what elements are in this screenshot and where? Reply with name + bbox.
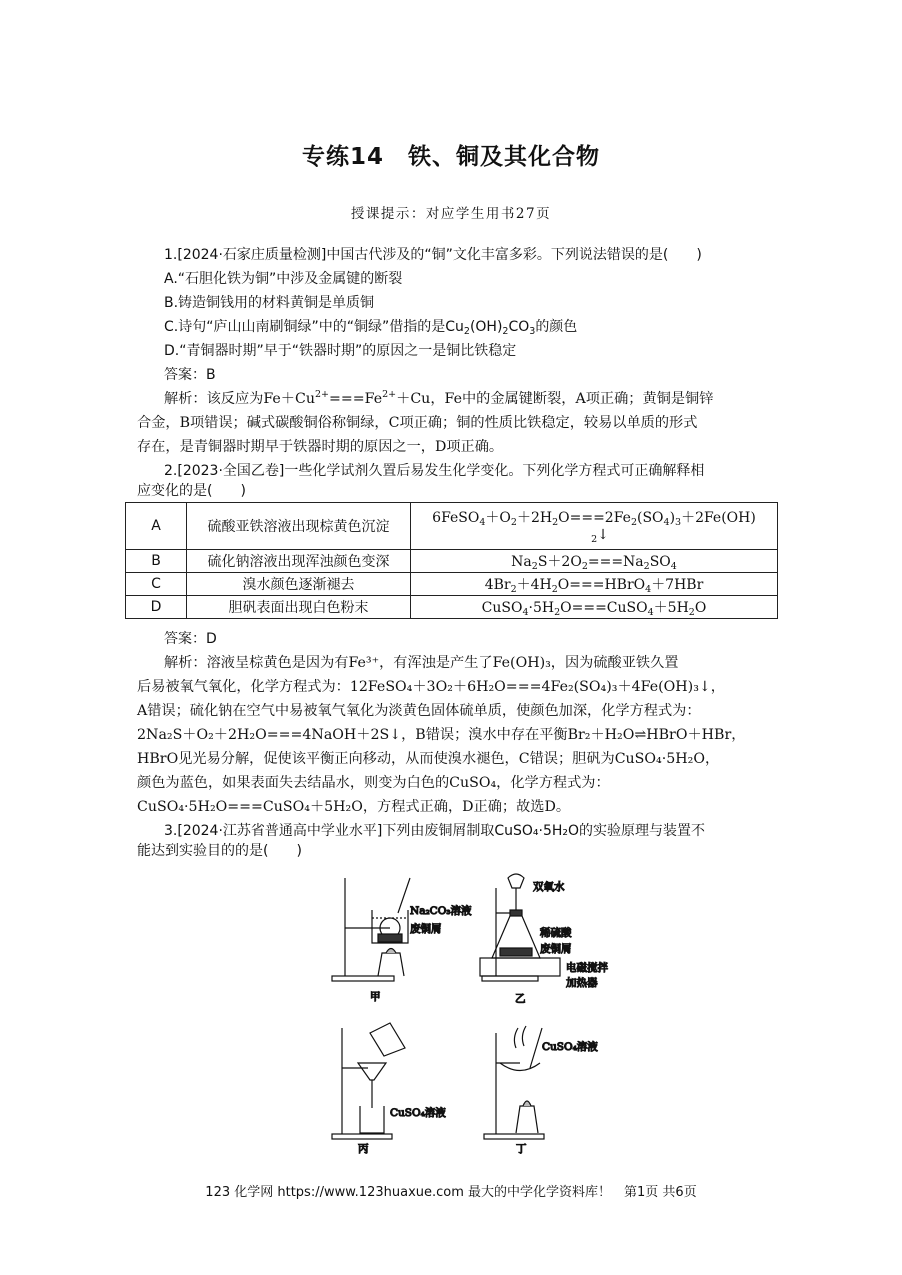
q3-stem-line2: 能达到实验目的的是( ) (137, 843, 302, 859)
label-yi: 乙 (515, 993, 526, 1005)
q2-analysis-line: A错误；硫化钠在空气中易被氧气氧化为淡黄色固体硫单质，使颜色加深，化学方程式为： (137, 703, 701, 719)
apparatus-jia (332, 878, 410, 981)
option-phenomenon: 溴水颜色逐渐褪去 (187, 573, 411, 596)
q2-analysis-line: CuSO₄·5H₂O===CuSO₄＋5H₂O，方程式正确，D正确；故选D。 (137, 799, 571, 815)
q3-stem-line1: 3.[2024·江苏省普通高中学业水平]下列由废铜屑制取CuSO₄·5H₂O的实验原理与装置不 (164, 823, 706, 839)
table-row (126, 550, 778, 573)
label-jia: 甲 (370, 991, 381, 1003)
apparatus-bing (332, 1023, 405, 1139)
q3-apparatus-figures (320, 868, 620, 1158)
label-dilute-h2so4: 稀硫酸 (540, 927, 572, 939)
option-phenomenon: 硫化钠溶液出现浑浊颜色变深 (187, 550, 411, 573)
page-footer: 123 化学网 https://www.123huaxue.com 最大的中学化学资料库！ 第1页 共6页 (205, 1185, 697, 1200)
table-row (126, 503, 778, 550)
option-equation: $6FeSO_4+O_2+2H_2O===2Fe_2(SO_4)_3+2Fe(OH)$ $_2$↓ (411, 503, 778, 550)
label-stirrer-line1: 电磁搅拌 (566, 962, 608, 974)
q2-analysis-line: 后易被氧气氧化，化学方程式为：12FeSO₄＋3O₂＋6H₂O===4Fe₂(SO₄)₃＋4Fe(OH)₃↓， (137, 679, 725, 695)
label-waste-cu-2: 废铜屑 (540, 943, 572, 955)
q2-stem-line1: 2.[2023·全国乙卷]一些化学试剂久置后易发生化学变化。下列化学方程式可正确解释相 (164, 463, 705, 479)
q2-stem-line2: 应变化的是( ) (137, 483, 246, 499)
label-stirrer-line2: 加热器 (566, 977, 598, 989)
q1-analysis-line2: 合金，B项错误；碱式碳酸铜俗称铜绿，C项正确；铜的性质比铁稳定，较易以单质的形式 (137, 415, 698, 431)
q2-analysis-line: 2Na₂S＋O₂＋2H₂O===4NaOH＋2S↓，B错误；溴水中存在平衡Br₂＋H₂O⇌HBrO＋HBr， (137, 727, 746, 743)
q1-analysis-line1: 解析：该反应为$Fe+Cu^{2+}===Fe^{2+}+Cu$，Fe中的金属键断裂，A项正确；黄铜是铜锌 (164, 389, 714, 407)
q1-answer: 答案：B (164, 367, 216, 383)
q2-analysis-line: 颜色为蓝色，如果表面失去结晶水，则变为白色的CuSO₄，化学方程式为： (137, 775, 610, 791)
q2-analysis-line: 解析：溶液呈棕黄色是因为有Fe³⁺，有浑浊是产生了Fe(OH)₃，因为硫酸亚铁久置 (164, 655, 679, 671)
label-cuso4-2: CuSO₄溶液 (542, 1041, 598, 1053)
apparatus-ding (484, 1026, 544, 1139)
q1-stem: 1.[2024·石家庄质量检测]中国古代涉及的“铜”文化丰富多彩。下列说法错误的是( ) (164, 247, 702, 263)
q1-option-a: A.“石胆化铁为铜”中涉及金属键的断裂 (164, 271, 403, 287)
label-na2co3: Na₂CO₃溶液 (410, 905, 472, 917)
option-label: B (126, 550, 187, 573)
option-label: C (126, 573, 187, 596)
q2-analysis-line: HBrO见光易分解，促使该平衡正向移动，从而使溴水褪色，C错误；胆矾为CuSO₄·5H₂O， (137, 751, 720, 767)
label-ding: 丁 (516, 1143, 527, 1155)
label-cuso4-1: CuSO₄溶液 (390, 1107, 446, 1119)
option-label: A (126, 503, 187, 550)
q1-analysis-line3: 存在，是青铜器时期早于铁器时期的原因之一，D项正确。 (137, 439, 504, 455)
option-equation: $CuSO_4\cdot 5H_2O===CuSO_4+5H_2O$ (411, 596, 778, 619)
page-title: 专练14 铁、铜及其化合物 (301, 144, 600, 170)
q1-option-d: D.“青铜器时期”早于“铁器时期”的原因之一是铜比铁稳定 (164, 343, 517, 359)
q2-option-table (125, 502, 778, 619)
option-equation: $Na_2S+2O_2===Na_2SO_4$ (411, 550, 778, 573)
teaching-hint: 授课提示：对应学生用书27页 (350, 206, 552, 222)
option-phenomenon: 胆矾表面出现白色粉末 (187, 596, 411, 619)
label-bing: 丙 (358, 1143, 369, 1155)
label-waste-cu: 废铜屑 (410, 923, 442, 935)
option-phenomenon: 硫酸亚铁溶液出现棕黄色沉淀 (187, 503, 411, 550)
q1-option-b: B.铸造铜钱用的材料黄铜是单质铜 (164, 295, 375, 311)
label-h2o2: 双氧水 (533, 881, 565, 893)
q2-answer: 答案：D (164, 631, 217, 647)
option-label: D (126, 596, 187, 619)
option-equation: $4Br_2+4H_2O===HBrO_4+7HBr$ (411, 573, 778, 596)
table-row (126, 596, 778, 619)
q1-option-c: C.诗句“庐山山南刷铜绿”中的“铜绿”借指的是$Cu_2(OH)_2CO_3$的颜色 (164, 319, 578, 337)
table-row (126, 573, 778, 596)
